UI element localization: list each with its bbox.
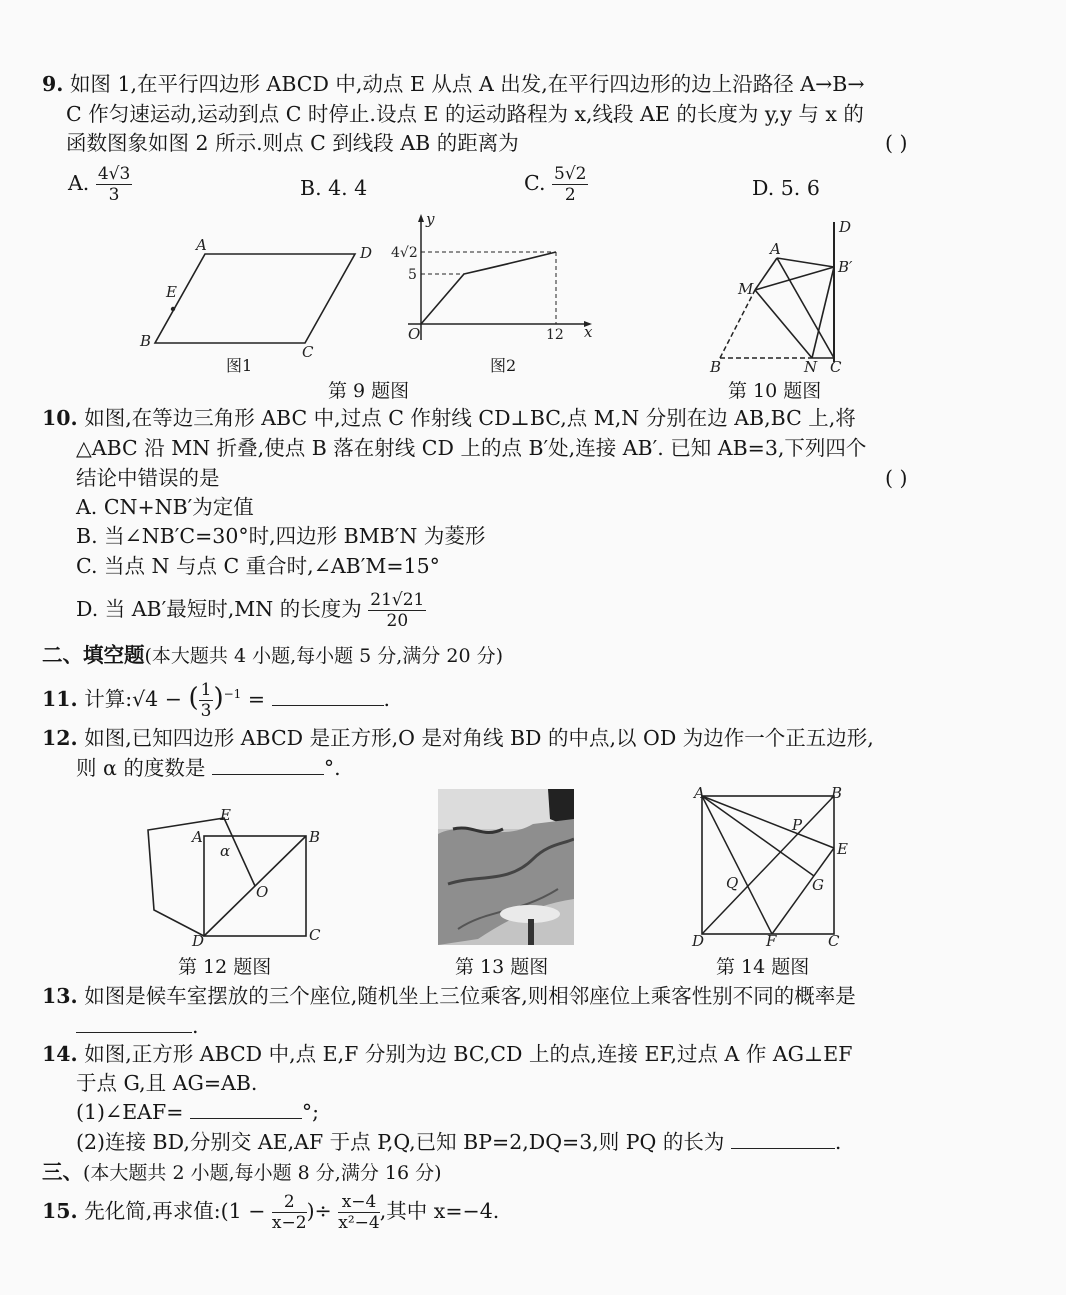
q14-number: 14. bbox=[42, 1042, 78, 1066]
seats-photo-drawing bbox=[438, 789, 574, 945]
label-e: E bbox=[837, 840, 848, 858]
label-f: F bbox=[766, 932, 777, 950]
section2-title: 二、填空题 bbox=[42, 643, 145, 667]
q9-figure-caption: 第 9 题图 bbox=[328, 380, 410, 402]
q14-sub1-text: (1)∠EAF= bbox=[76, 1100, 184, 1124]
q12-figure-caption: 第 12 题图 bbox=[178, 956, 272, 978]
segment-af bbox=[702, 796, 772, 934]
q14-sub1-end: °; bbox=[301, 1100, 320, 1124]
label-b: B bbox=[831, 784, 843, 802]
q9-line1 bbox=[42, 70, 865, 98]
q12-line2 bbox=[76, 754, 341, 782]
q9-text-line2: C 作匀速运动,运动到点 C 时停止.设点 E 的运动路程为 x,线段 AE 的长度为 y,y 与 x 的 bbox=[66, 102, 864, 126]
segment-mbp bbox=[755, 267, 834, 290]
label-d: D bbox=[839, 218, 852, 236]
label-a: A bbox=[196, 236, 207, 254]
segment-bm-dashed bbox=[720, 290, 755, 358]
q10-text-line3: 结论中错误的是 bbox=[76, 466, 220, 490]
q9-number: 9. bbox=[42, 72, 64, 96]
q9-fig2-caption: 图2 bbox=[490, 356, 517, 375]
q12-number: 12. bbox=[42, 726, 78, 750]
label-d: D bbox=[192, 932, 205, 950]
label-a: A bbox=[770, 240, 781, 258]
label-a: A bbox=[694, 784, 705, 802]
q10-number: 10. bbox=[42, 406, 78, 430]
q13-text: 如图是候车室摆放的三个座位,随机坐上三位乘客,则相邻座位上乘客性别不同的概率是 bbox=[84, 984, 856, 1008]
q10-option-d bbox=[76, 590, 426, 631]
q9-text-line1: 如图 1,在平行四边形 ABCD 中,动点 E 从点 A 出发,在平行四边形的边上沿路径 A→B→ bbox=[69, 72, 865, 96]
label-q: Q bbox=[726, 874, 739, 892]
q10-option-d-fraction: $\frac{21√21}{20}$ bbox=[370, 590, 425, 631]
q15-left-paren: (1 − bbox=[220, 1199, 266, 1223]
segment-abp bbox=[777, 258, 834, 267]
section2-note: (本大题共 4 小题,每小题 5 分,满分 20 分) bbox=[144, 645, 503, 667]
section3-heading bbox=[42, 1158, 442, 1187]
q13-number: 13. bbox=[42, 984, 78, 1008]
label-e: E bbox=[220, 806, 231, 824]
q9-option-c bbox=[524, 164, 588, 205]
tick-label-x1: 12 bbox=[546, 327, 564, 343]
q11-right-paren: ) bbox=[213, 683, 224, 713]
label-c: C bbox=[830, 358, 842, 374]
label-e: E bbox=[166, 283, 177, 301]
q12-answer-blank[interactable] bbox=[212, 754, 324, 775]
q10-option-a: A. CN+NB′为定值 bbox=[76, 495, 254, 519]
label-n: N bbox=[804, 358, 818, 374]
q13-photo-seats bbox=[438, 789, 574, 945]
segment-ef bbox=[772, 848, 834, 934]
label-c: C bbox=[309, 926, 321, 944]
q9-text-line3: 函数图象如图 2 所示.则点 C 到线段 AB 的距离为 bbox=[66, 131, 519, 155]
label-p: P bbox=[792, 816, 803, 834]
section2-heading bbox=[42, 641, 503, 670]
q12-figure bbox=[136, 806, 336, 950]
segment-mn bbox=[755, 290, 812, 358]
label-g: G bbox=[812, 876, 824, 894]
q10-text-line2: △ABC 沿 MN 折叠,使点 B 落在射线 CD 上的点 B′处,连接 AB′. 已知 AB=3,下列四个 bbox=[76, 436, 867, 460]
q10-option-d-text: D. 当 AB′最短时,MN 的长度为 bbox=[76, 597, 362, 621]
q14-sub1-answer-blank[interactable] bbox=[190, 1098, 302, 1119]
label-d: D bbox=[692, 932, 705, 950]
q13-answer-blank[interactable] bbox=[76, 1012, 192, 1033]
q14-sub2 bbox=[76, 1128, 841, 1156]
q15-fraction2: $\frac{x-4}{\text{x²−4}}$ bbox=[338, 1192, 380, 1233]
q12-text-line2: 则 α 的度数是 bbox=[76, 756, 206, 780]
q9-answer-paren: ( ) bbox=[885, 131, 908, 155]
q11-answer-blank[interactable] bbox=[272, 685, 384, 706]
label-alpha: α bbox=[220, 842, 231, 860]
q10-figure-caption: 第 10 题图 bbox=[728, 380, 822, 402]
q9-option-c-fraction: $\frac{5√2}{2}$ bbox=[554, 164, 587, 205]
q12-degree: °. bbox=[323, 756, 341, 780]
q9-option-c-label: C. bbox=[524, 171, 546, 195]
segment-nbp bbox=[812, 267, 834, 358]
origin-label: O bbox=[408, 325, 421, 343]
q9-option-a-fraction: $\frac{4√3}{3}$ bbox=[97, 164, 131, 205]
q10-answer-paren: ( ) bbox=[885, 466, 908, 490]
q15-number: 15. bbox=[42, 1199, 78, 1223]
q14-text-line2: 于点 G,且 AG=AB. bbox=[76, 1071, 258, 1095]
q10-option-c: C. 当点 N 与点 C 重合时,∠AB′M=15° bbox=[76, 554, 440, 578]
q15-fraction1: $\frac{2}{x-2}$ bbox=[271, 1192, 307, 1233]
q10-figure bbox=[700, 212, 870, 374]
q9-fig1-caption: 图1 bbox=[226, 356, 253, 375]
q12-text-line1: 如图,已知四边形 ABCD 是正方形,O 是对角线 BD 的中点,以 OD 为边作一个正五边形, bbox=[84, 726, 874, 750]
segment-ag bbox=[702, 796, 814, 876]
q9-option-a bbox=[68, 164, 132, 205]
label-d: D bbox=[360, 244, 373, 262]
q9-option-b: B. 4. 4 bbox=[300, 176, 368, 200]
segment-ae bbox=[702, 796, 834, 848]
graph-curve bbox=[421, 252, 556, 324]
q11-line bbox=[42, 680, 390, 721]
q11-left-paren: ( bbox=[188, 683, 199, 713]
point-e bbox=[171, 307, 175, 311]
q11-end: . bbox=[383, 687, 391, 711]
q9-option-d: D. 5. 6 bbox=[752, 176, 820, 200]
q9-figure2-graph bbox=[388, 212, 598, 352]
label-m: M bbox=[738, 280, 754, 298]
q9-figure1-parallelogram bbox=[130, 236, 390, 361]
label-b: B bbox=[710, 358, 722, 374]
q13-figure-caption: 第 13 题图 bbox=[455, 956, 549, 978]
q10-line1 bbox=[42, 404, 856, 432]
q9-option-a-label: A. bbox=[68, 171, 90, 195]
label-bprime: B′ bbox=[838, 258, 853, 276]
q10-text-line1: 如图,在等边三角形 ABC 中,过点 C 作射线 CD⊥BC,点 M,N 分别在边 AB,BC 上,将 bbox=[84, 406, 856, 430]
label-b: B bbox=[309, 828, 321, 846]
tick-label-y2: 5 bbox=[408, 267, 417, 283]
q11-fraction: $\frac{1}{3}$ bbox=[200, 680, 212, 721]
q14-sub2-end: . bbox=[834, 1130, 842, 1154]
diagonal-bd bbox=[702, 796, 834, 934]
q12-line1 bbox=[42, 724, 874, 752]
q15-condition: ,其中 x=−4. bbox=[379, 1199, 500, 1223]
q14-text-line1: 如图,正方形 ABCD 中,点 E,F 分别为边 BC,CD 上的点,连接 EF,过点 A 作 AG⊥EF bbox=[84, 1042, 853, 1066]
q14-figure-caption: 第 14 题图 bbox=[716, 956, 810, 978]
q14-sub2-text: (2)连接 BD,分别交 AE,AF 于点 P,Q,已知 BP=2,DQ=3,则 PQ 的长为 bbox=[76, 1130, 725, 1154]
q11-number: 11. bbox=[42, 687, 78, 711]
q15-text: 先化简,再求值: bbox=[84, 1199, 221, 1223]
label-b: B bbox=[140, 332, 152, 350]
q11-text: 计算:√4 − bbox=[84, 687, 182, 711]
q10-option-b: B. 当∠NB′C=30°时,四边形 BMB′N 为菱形 bbox=[76, 524, 486, 548]
q14-line1 bbox=[42, 1040, 853, 1068]
label-a: A bbox=[192, 828, 203, 846]
q13-line1 bbox=[42, 982, 856, 1010]
q11-equals: = bbox=[247, 687, 266, 711]
segment-ac bbox=[777, 258, 834, 358]
tick-label-y1: 4√2 bbox=[391, 245, 418, 261]
label-c: C bbox=[828, 932, 840, 950]
q15-right-paren-div: )÷ bbox=[306, 1199, 332, 1223]
q11-exponent: −1 bbox=[223, 687, 242, 702]
q14-sub2-answer-blank[interactable] bbox=[731, 1128, 835, 1149]
parallelogram-shape bbox=[155, 254, 355, 343]
label-o: O bbox=[256, 883, 269, 901]
q13-end: . bbox=[192, 1014, 199, 1038]
q14-figure bbox=[688, 782, 858, 952]
axis-label-y: y bbox=[426, 212, 435, 228]
axis-label-x: x bbox=[584, 323, 593, 341]
q13-line2 bbox=[76, 1012, 199, 1040]
label-c: C bbox=[302, 343, 314, 361]
section3-note: (本大题共 2 小题,每小题 8 分,满分 16 分) bbox=[83, 1162, 442, 1184]
q14-sub1 bbox=[76, 1098, 319, 1126]
q15-line bbox=[42, 1192, 499, 1233]
section3-title: 三、 bbox=[42, 1160, 83, 1184]
y-axis-arrow bbox=[418, 214, 424, 222]
